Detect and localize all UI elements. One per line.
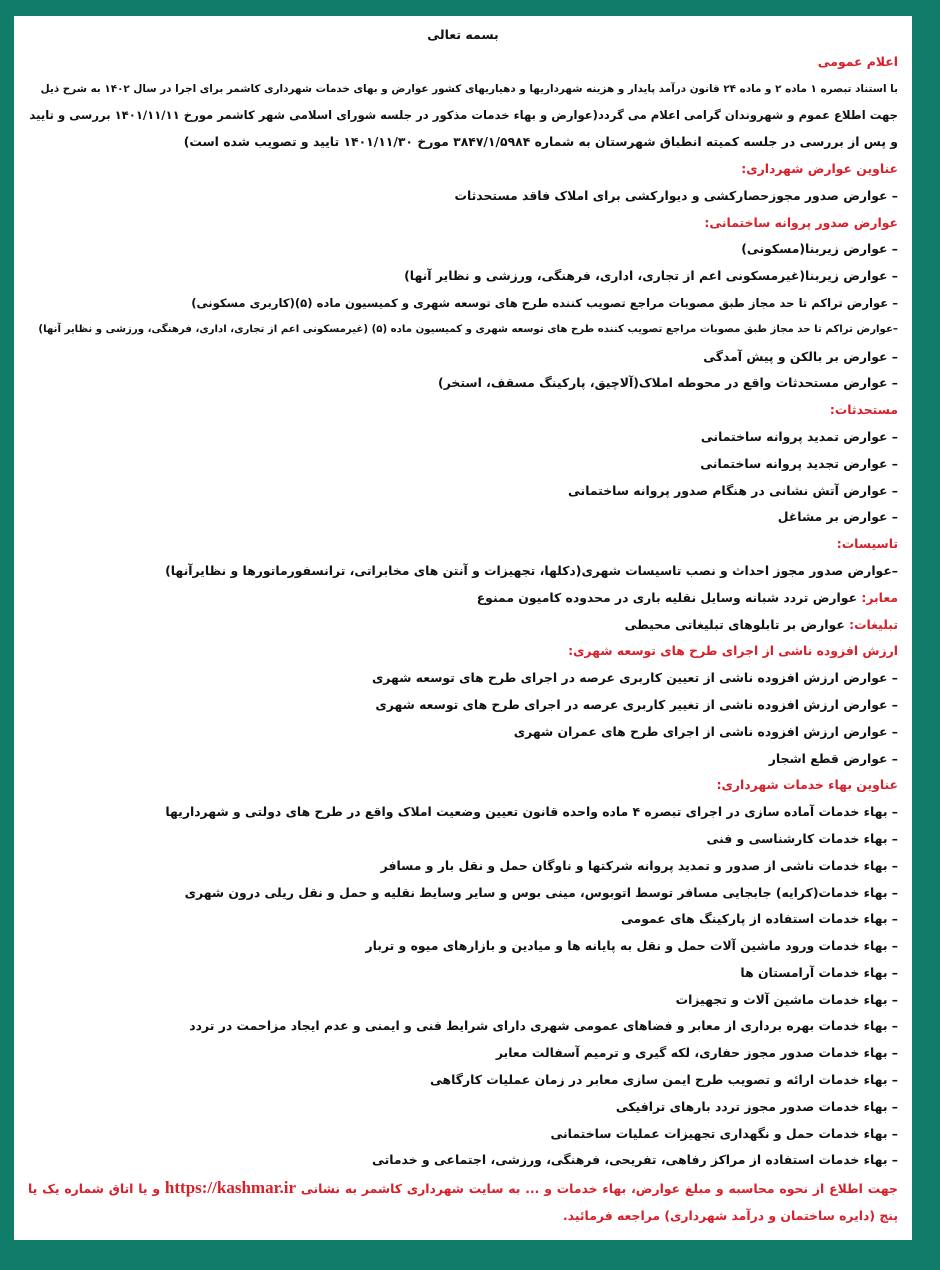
- list-item: –عوارض صدور مجوز احداث و نصب تاسیسات شهری(دکلها، تجهیزات و آنتن های مخابراتی، ترانسفورماتورها و نظایرآنها): [165, 562, 898, 578]
- advertising-text: عوارض بر تابلوهای تبلیغاتی محیطی: [624, 616, 850, 632]
- notice-line: جهت اطلاع عموم و شهروندان گرامی اعلام می گردد(عوارض و بهاء خدمات مذکور در جلسه شورای اسلامی شهر کاشمر مورخ ۱۴۰۱/۱۱/۱۱ بررسی و تایید: [29, 108, 898, 123]
- section-heading-structures: مستحدثات:: [829, 402, 898, 418]
- advertising-row: [28, 612, 898, 639]
- list-item: – بهاء خدمات کارشناسی و فنی: [706, 830, 898, 846]
- list-item: – بهاء خدمات(کرایه) جابجایی مسافر توسط اتوبوس، مینی بوس و سایر وسایط نقلیه و حمل و نقل ریلی درون شهری: [184, 884, 898, 900]
- list-item: – عوارض زیربنا(مسکونی): [741, 241, 898, 257]
- notice-line: و پس از بررسی در جلسه کمیته انطباق شهرستان به شماره ۳۸۴۷/۱/۵۹۸۴ مورخ ۱۴۰۱/۱۱/۳۰ تایید و تصویب شده است): [183, 134, 898, 150]
- list-item: – بهاء خدمات آماده سازی در اجرای تبصره ۴ ماده واحده قانون تعیین وضعیت املاک واقع در طرح های دولتی و شهرداریها: [165, 804, 898, 820]
- list-item: – بهاء خدمات حمل و نگهداری تجهیزات عملیات ساختمانی: [550, 1125, 898, 1141]
- footer-note: [28, 1174, 898, 1229]
- section-heading-building-permit: عوارض صدور پروانه ساختمانی:: [704, 214, 898, 230]
- list-item: – بهاء خدمات آرامستان ها: [740, 964, 898, 980]
- list-item: – عوارض مستحدثات واقع در محوطه املاک(آلاچیق، پارکینگ مسقف، استخر): [438, 375, 898, 391]
- list-item: – عوارض صدور مجوزحصارکشی و دیوارکشی برای املاک فاقد مستحدثات: [454, 187, 898, 203]
- list-item: – عوارض ارزش افزوده ناشی از تغییر کاربری عرصه در اجرای طرح های توسعه شهری: [375, 696, 898, 712]
- list-item: – بهاء خدمات ماشین آلات و تجهیزات: [675, 991, 898, 1007]
- passages-row: [28, 585, 898, 612]
- passages-text: عوارض تردد شبانه وسایل نقلیه باری در محدوده کامیون ممنوع: [476, 589, 862, 605]
- section-heading-installations: تاسیسات:: [836, 536, 898, 552]
- list-item: – عوارض ارزش افزوده ناشی از تعیین کاربری عرصه در اجرای طرح های توسعه شهری: [371, 670, 898, 686]
- notice-heading: اعلام عمومی: [817, 53, 898, 69]
- list-item: – بهاء خدمات صدور مجوز حفاری، لکه گیری و ترمیم آسفالت معابر: [495, 1045, 898, 1061]
- list-item: – عوارض بر بالکن و پیش آمدگی: [703, 348, 898, 364]
- website-link[interactable]: https://kashmar.ir: [164, 1178, 297, 1198]
- list-item: – بهاء خدمات صدور مجوز تردد بارهای ترافیکی: [615, 1098, 898, 1114]
- section-heading-municipal-fees: عناوین عوارض شهرداری:: [741, 160, 898, 176]
- advertising-label: تبلیغات:: [849, 616, 898, 632]
- list-item: – بهاء خدمات ارائه و تصویب طرح ایمن سازی معابر در زمان عملیات کارگاهی: [429, 1072, 898, 1088]
- passages-label: معابر:: [861, 589, 898, 605]
- list-item: – عوارض تجدید پروانه ساختمانی: [700, 455, 898, 471]
- page-title: بسمه تعالی: [427, 27, 499, 42]
- list-item: – عوارض آتش نشانی در هنگام صدور پروانه ساختمانی: [568, 482, 898, 498]
- section-heading-service-charges: عناوین بهاء خدمات شهرداری:: [716, 777, 898, 793]
- list-item: – عوارض بر مشاغل: [777, 509, 898, 525]
- list-item: –عوارض تراکم تا حد مجاز طبق مصوبات مراجع تصویب کننده طرح های توسعه شهری و کمیسیون ماده (۵) (غیرمسکونی اعم از تجاری، اداری، فرهنگی، ورزشی و نظایر آنها): [38, 323, 898, 335]
- list-item: – عوارض قطع اشجار: [768, 750, 898, 766]
- footer-text-before: جهت اطلاع از نحوه محاسبه و مبلغ عوارض، بهاء خدمات و ... به سایت شهرداری کاشمر به نشانی: [296, 1181, 898, 1197]
- section-heading-added-value: ارزش افزوده ناشی از اجرای طرح های توسعه شهری:: [568, 643, 898, 659]
- footer-text-after: و یا اتاق شماره یک یا پنج (دایره ساختمان و درآمد شهرداری) مراجعه فرمائید.: [28, 1181, 898, 1224]
- list-item: – عوارض ارزش افزوده ناشی از اجرای طرح های عمران شهری: [513, 723, 898, 739]
- list-item: – بهاء خدمات بهره برداری از معابر و فضاهای عمومی شهری دارای شرایط فنی و ایمنی و عدم ایجاد مزاحمت در تردد: [189, 1018, 898, 1034]
- list-item: – بهاء خدمات ورود ماشین آلات حمل و نقل به پایانه ها و میادین و بازارهای میوه و تربار: [365, 938, 898, 954]
- list-item: – بهاء خدمات ناشی از صدور و تمدید پروانه شرکتها و ناوگان حمل و نقل بار و مسافر: [380, 857, 898, 873]
- notice-line: با استناد تبصره ۱ ماده ۲ و ماده ۲۴ قانون درآمد پایدار و هزینه شهرداریها و دهیاریهای کشور عوارض و بهای خدمات شهرداری کاشمر برای اجرا در سال ۱۴۰۲ به شرح ذیل: [40, 82, 898, 95]
- list-item: – عوارض تراکم تا حد مجاز طبق مصوبات مراجع تصویب کننده طرح های توسعه شهری و کمیسیون ماده (۵)(کاربری مسکونی): [191, 295, 898, 310]
- list-item: – بهاء خدمات استفاده از مراکز رفاهی، تفریحی، فرهنگی، ورزشی، اجتماعی و خدماتی: [372, 1152, 898, 1168]
- announcement-page: [14, 16, 912, 1240]
- list-item: – عوارض تمدید پروانه ساختمانی: [700, 428, 898, 444]
- list-item: – بهاء خدمات استفاده از پارکینگ های عمومی: [621, 911, 898, 927]
- list-item: – عوارض زیربنا(غیرمسکونی اعم از تجاری، اداری، فرهنگی، ورزشی و نظایر آنها): [404, 268, 898, 284]
